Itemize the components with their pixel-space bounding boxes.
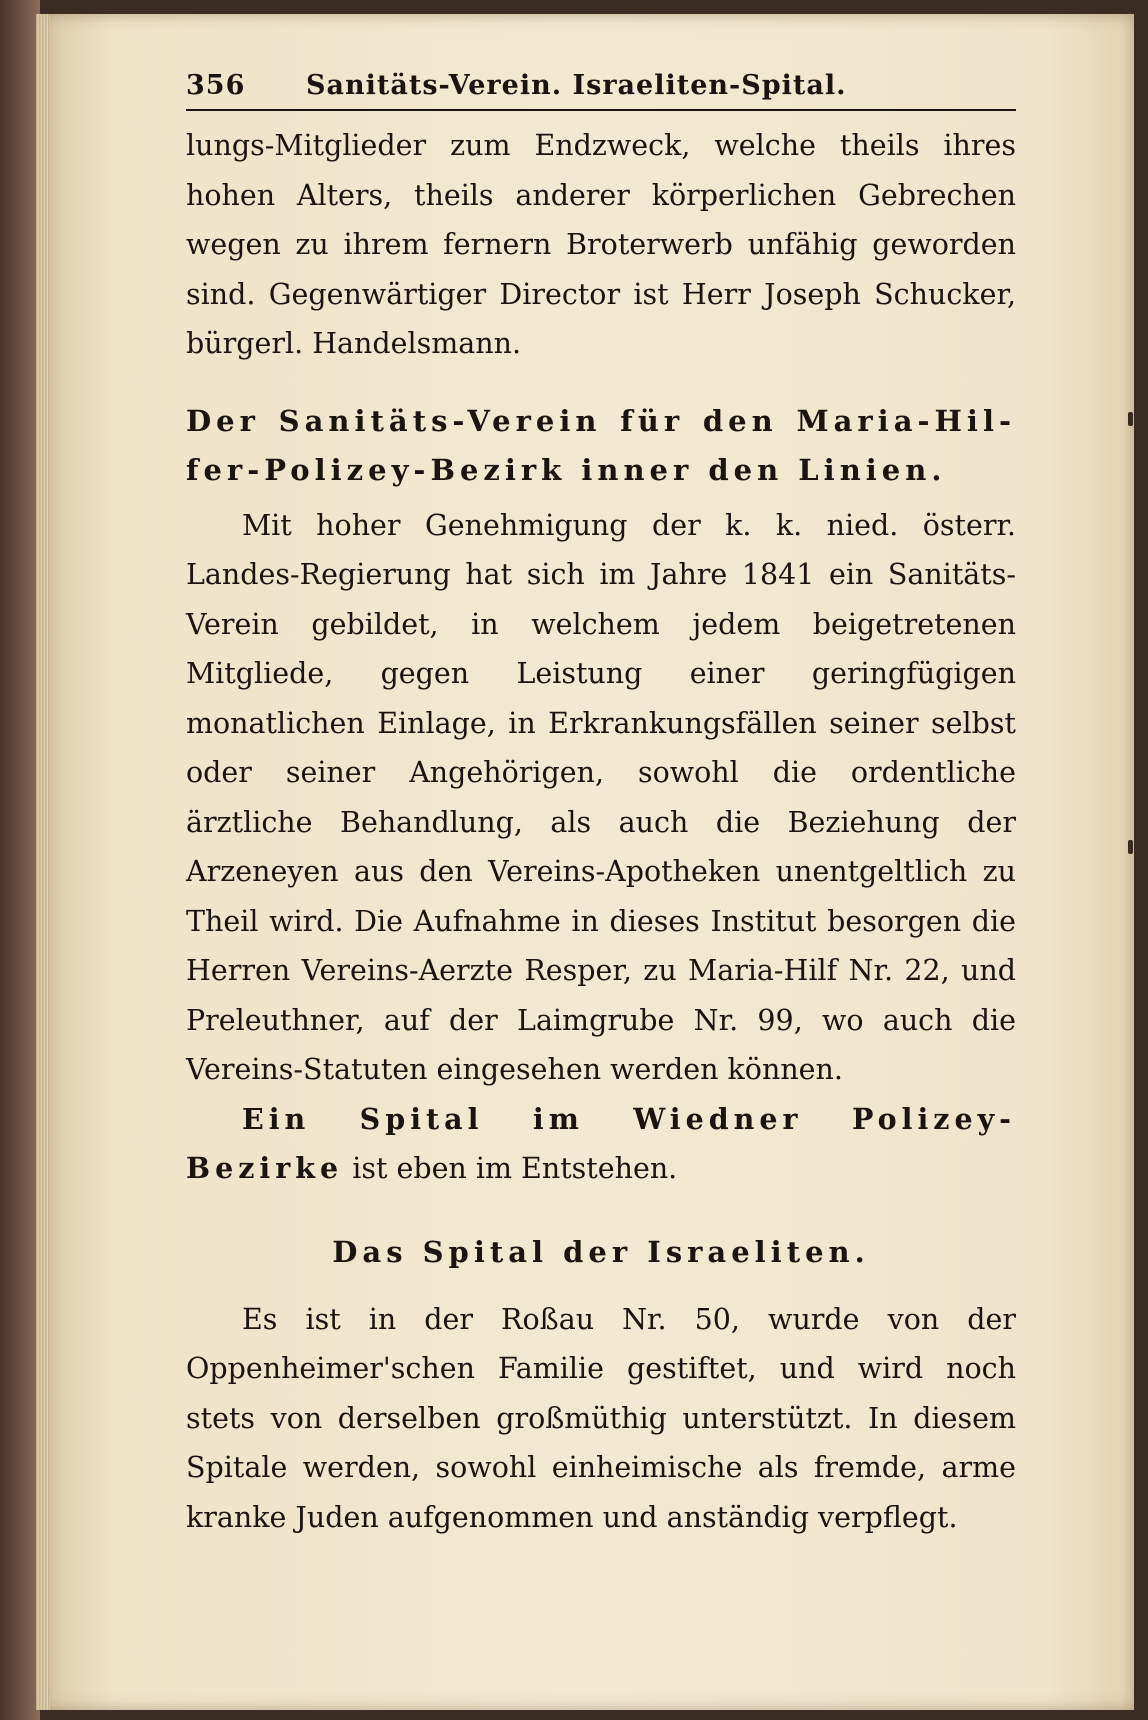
paragraph-continuation: lungs-Mitglieder zum Endzweck, welche theils ihres hohen Alters, theils anderer körperlichen Gebrechen wegen zu ihrem fernern Broterwerb unfähig geworden sind. Gegenwärtiger Director ist Herr Joseph Schucker, bürgerl. Handelsmann.	[186, 129, 1016, 360]
paragraph-spital-israeliten: Es ist in der Roßau Nr. 50, wurde von der Oppenheimer'schen Familie gestiftet, und wird noch stets von derselben großmüthig unterstützt. In diesem Spitale werden, sowohl einheimische als fremde, arme kranke Juden aufgenommen und anständig verpflegt.	[186, 1302, 1016, 1534]
page-number: 356	[186, 70, 246, 101]
heading-spital-israeliten: Das Spital der Israeliten.	[332, 1234, 870, 1269]
paragraph-rest: ist eben im Entstehen.	[352, 1152, 678, 1185]
paragraph-sanitaets-verein: Mit hoher Genehmigung der k. k. nied. österr. Landes-Regierung hat sich im Jahre 1841 ein Sanitäts-Verein gebildet, in welchem jedem beigetretenen Mitgliede, gegen Leistung einer geringfügigen monatlichen Einlage, in Erkrankungsfällen seiner selbst oder seiner Angehörigen, sowohl die ordentliche ärztliche Behandlung, als auch die Beziehung der Arzeneyen aus den Vereins-Apotheken unentgeltlich zu Theil wird. Die Aufnahme in dieses Institut besorgen die Herren Vereins-Aerzte Resper, zu Maria-Hilf Nr. 22, und Preleuthner, auf der Laimgrube Nr. 99, wo auch die Vereins-Statuten eingesehen werden können.	[186, 508, 1016, 1086]
text-block	[186, 70, 1016, 1542]
spaced-emphasis: Ein Spital im Wiedner Polizey-Bezirke	[186, 1101, 1016, 1185]
paragraph-wiedner-spital	[186, 1095, 1016, 1194]
heading-sanitaets-verein-line1: Der Sanitäts-Verein für den Maria-Hil-	[186, 403, 1016, 438]
heading-sanitaets-verein-line2: fer-Polizey-Bezirk inner den Linien.	[186, 452, 947, 487]
margin-mark	[1128, 412, 1133, 426]
running-head	[186, 70, 1016, 111]
page-edge-stripes	[36, 14, 50, 1710]
running-head-title: Sanitäts-Verein. Israeliten-Spital.	[306, 70, 847, 101]
book-spine-edge	[0, 0, 40, 1720]
margin-mark	[1128, 840, 1133, 854]
